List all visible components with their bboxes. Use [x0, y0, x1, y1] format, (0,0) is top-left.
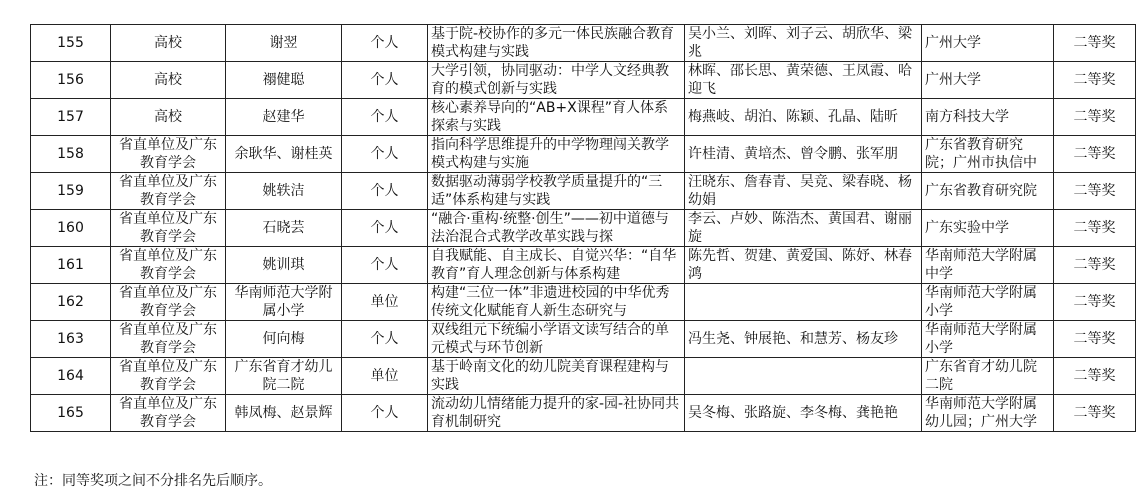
category-cell-text: 省直单位及广东教育学会	[119, 211, 217, 245]
applicant-type-cell	[342, 62, 428, 99]
members-cell-text: 林晖、邵长思、黄荣德、王凤霞、哈迎飞	[688, 63, 912, 97]
members-cell-text: 吴冬梅、张路旋、李冬梅、龚艳艳	[688, 405, 898, 421]
project-title-cell-text: 基于岭南文化的幼儿院美育课程建构与实践	[431, 359, 669, 393]
award-grade-cell	[1054, 321, 1136, 358]
unit-cell-text: 广东省教育研究院；广州市执信中	[925, 137, 1037, 171]
award-grade-cell-text: 二等奖	[1073, 183, 1116, 199]
table-row	[31, 210, 1136, 247]
applicant-cell-text: 韩凤梅、赵景辉	[234, 405, 333, 421]
project-title-cell	[428, 136, 685, 173]
unit-cell-text: 南方科技大学	[925, 109, 1009, 125]
unit-cell	[922, 99, 1054, 136]
applicant-type-cell	[342, 99, 428, 136]
category-cell-text: 省直单位及广东教育学会	[119, 174, 217, 208]
serial-number-cell-text: 157	[57, 109, 84, 125]
members-cell	[685, 210, 922, 247]
applicant-type-cell-text: 个人	[370, 220, 399, 236]
serial-number-cell-text: 163	[57, 331, 84, 347]
members-cell	[685, 25, 922, 62]
serial-number-cell-text: 161	[57, 257, 84, 273]
unit-cell-text: 华南师范大学附属小学	[925, 322, 1037, 356]
project-title-cell	[428, 99, 685, 136]
applicant-type-cell-text: 个人	[370, 146, 399, 162]
table-row	[31, 173, 1136, 210]
members-cell	[685, 136, 922, 173]
applicant-type-cell	[342, 136, 428, 173]
applicant-type-cell	[342, 321, 428, 358]
project-title-cell	[428, 395, 685, 432]
category-cell	[111, 321, 226, 358]
unit-cell	[922, 358, 1054, 395]
applicant-cell	[226, 395, 342, 432]
applicant-cell	[226, 25, 342, 62]
project-title-cell	[428, 358, 685, 395]
award-grade-cell-text: 二等奖	[1073, 109, 1116, 125]
serial-number-cell-text: 162	[57, 294, 84, 310]
members-cell-text: 吴小兰、刘晖、刘子云、胡欣华、梁兆	[688, 26, 912, 60]
applicant-cell-text: 华南师范大学附属小学	[234, 285, 333, 319]
serial-number-cell	[31, 99, 111, 136]
applicant-type-cell	[342, 210, 428, 247]
members-cell	[685, 173, 922, 210]
serial-number-cell-text: 155	[57, 35, 84, 51]
award-grade-cell	[1054, 284, 1136, 321]
unit-cell-text: 华南师范大学附属中学	[925, 248, 1037, 282]
category-cell	[111, 358, 226, 395]
applicant-type-cell	[342, 173, 428, 210]
applicant-type-cell-text: 个人	[370, 109, 399, 125]
award-grade-cell-text: 二等奖	[1073, 220, 1116, 236]
serial-number-cell-text: 164	[57, 368, 84, 384]
applicant-type-cell	[342, 25, 428, 62]
category-cell-text: 省直单位及广东教育学会	[119, 359, 217, 393]
members-cell	[685, 358, 922, 395]
award-grade-cell-text: 二等奖	[1073, 331, 1116, 347]
members-cell-text: 许桂清、黄培杰、曾令鹏、张军朋	[688, 146, 898, 162]
serial-number-cell	[31, 284, 111, 321]
unit-cell	[922, 210, 1054, 247]
applicant-cell	[226, 210, 342, 247]
members-cell	[685, 62, 922, 99]
unit-cell-text: 广州大学	[925, 35, 981, 51]
award-grade-cell	[1054, 99, 1136, 136]
unit-cell-text: 华南师范大学附属幼儿园；广州大学	[925, 396, 1037, 430]
applicant-cell	[226, 173, 342, 210]
award-grade-cell	[1054, 395, 1136, 432]
award-grade-cell	[1054, 173, 1136, 210]
applicant-cell-text: 何向梅	[262, 331, 305, 347]
applicant-type-cell	[342, 395, 428, 432]
serial-number-cell-text: 165	[57, 405, 84, 421]
members-cell	[685, 284, 922, 321]
serial-number-cell	[31, 25, 111, 62]
serial-number-cell	[31, 358, 111, 395]
applicant-cell-text: 广东省育才幼儿院二院	[234, 359, 333, 393]
applicant-cell	[226, 247, 342, 284]
table-row	[31, 395, 1136, 432]
applicant-type-cell-text: 单位	[370, 368, 399, 384]
award-grade-cell-text: 二等奖	[1073, 257, 1116, 273]
serial-number-cell-text: 160	[57, 220, 84, 236]
project-title-cell-text: 数据驱动薄弱学校教学质量提升的“三适”体系构建与实践	[431, 174, 663, 208]
category-cell	[111, 284, 226, 321]
project-title-cell	[428, 247, 685, 284]
project-title-cell-text: 基于院-校协作的多元一体民族融合教育模式构建与实践	[431, 26, 675, 60]
unit-cell-text: 广东省教育研究院	[925, 183, 1037, 199]
award-grade-cell-text: 二等奖	[1073, 368, 1116, 384]
table-row	[31, 321, 1136, 358]
award-grade-cell	[1054, 25, 1136, 62]
applicant-cell-text: 姚轶洁	[262, 183, 305, 199]
table-row	[31, 99, 1136, 136]
award-grade-cell	[1054, 136, 1136, 173]
applicant-cell	[226, 99, 342, 136]
applicant-cell-text: 谢翌	[269, 35, 298, 51]
unit-cell	[922, 136, 1054, 173]
members-cell-text: 汪晓东、詹春青、吴竞、梁春晓、杨幼娟	[688, 174, 912, 208]
serial-number-cell	[31, 395, 111, 432]
applicant-type-cell-text: 单位	[370, 294, 399, 310]
unit-cell-text: 华南师范大学附属小学	[925, 285, 1037, 319]
applicant-type-cell-text: 个人	[370, 183, 399, 199]
members-cell	[685, 321, 922, 358]
applicant-cell	[226, 358, 342, 395]
applicant-cell-text: 姚训琪	[262, 257, 305, 273]
project-title-cell	[428, 173, 685, 210]
awards-table	[30, 24, 1136, 432]
applicant-type-cell	[342, 358, 428, 395]
category-cell	[111, 247, 226, 284]
unit-cell-text: 广州大学	[925, 72, 981, 88]
project-title-cell	[428, 284, 685, 321]
table-row	[31, 25, 1136, 62]
table-row	[31, 358, 1136, 395]
table-body	[31, 25, 1136, 432]
members-cell-text: 梅燕岐、胡泊、陈颖、孔晶、陆昕	[688, 109, 898, 125]
category-cell	[111, 25, 226, 62]
table-row	[31, 62, 1136, 99]
members-cell	[685, 99, 922, 136]
project-title-cell-text: 自我赋能、自主成长、自觉兴华：“自华教育”育人理念创新与体系构建	[431, 248, 677, 282]
category-cell-text: 省直单位及广东教育学会	[119, 137, 217, 171]
project-title-cell-text: “融合·重构·统整·创生”——初中道德与法治混合式教学改革实践与探	[431, 211, 669, 245]
unit-cell	[922, 247, 1054, 284]
category-cell	[111, 99, 226, 136]
award-grade-cell-text: 二等奖	[1073, 294, 1116, 310]
category-cell	[111, 62, 226, 99]
applicant-type-cell-text: 个人	[370, 257, 399, 273]
unit-cell	[922, 62, 1054, 99]
members-cell	[685, 247, 922, 284]
applicant-cell	[226, 136, 342, 173]
award-grade-cell-text: 二等奖	[1073, 146, 1116, 162]
applicant-type-cell	[342, 247, 428, 284]
serial-number-cell	[31, 210, 111, 247]
unit-cell-text: 广东省育才幼儿院二院	[925, 359, 1037, 393]
category-cell-text: 省直单位及广东教育学会	[119, 396, 217, 430]
category-cell-text: 省直单位及广东教育学会	[119, 322, 217, 356]
serial-number-cell-text: 159	[57, 183, 84, 199]
applicant-type-cell-text: 个人	[370, 35, 399, 51]
award-grade-cell	[1054, 247, 1136, 284]
category-cell-text: 高校	[154, 109, 182, 125]
category-cell-text: 省直单位及广东教育学会	[119, 248, 217, 282]
table-row	[31, 284, 1136, 321]
project-title-cell-text: 指向科学思维提升的中学物理闯关教学模式构建与实施	[431, 137, 669, 171]
serial-number-cell	[31, 173, 111, 210]
applicant-cell	[226, 321, 342, 358]
category-cell	[111, 395, 226, 432]
applicant-cell-text: 赵建华	[262, 109, 305, 125]
category-cell	[111, 136, 226, 173]
category-cell	[111, 173, 226, 210]
applicant-cell-text: 石晓芸	[262, 220, 305, 236]
serial-number-cell	[31, 321, 111, 358]
table-row	[31, 247, 1136, 284]
table-row	[31, 136, 1136, 173]
unit-cell	[922, 395, 1054, 432]
members-cell-text: 李云、卢妙、陈浩杰、黄国君、谢丽旋	[688, 211, 912, 245]
unit-cell	[922, 321, 1054, 358]
unit-cell-text: 广东实验中学	[925, 220, 1009, 236]
award-grade-cell-text: 二等奖	[1073, 405, 1116, 421]
category-cell	[111, 210, 226, 247]
applicant-type-cell-text: 个人	[370, 331, 399, 347]
project-title-cell	[428, 210, 685, 247]
project-title-cell-text: 核心素养导向的“AB+X课程”育人体系探索与实践	[431, 100, 669, 134]
members-cell-text: 冯生尧、钟展艳、和慧芳、杨友珍	[688, 331, 898, 347]
applicant-cell	[226, 284, 342, 321]
project-title-cell-text: 构建“三位一体”非遗进校园的中华优秀传统文化赋能育人新生态研究与	[431, 285, 670, 319]
unit-cell	[922, 173, 1054, 210]
project-title-cell-text: 大学引领，协同驱动：中学人文经典教育的模式创新与实践	[431, 63, 669, 97]
footnote: 注：同等奖项之间不分排名先后顺序。	[34, 473, 272, 489]
applicant-type-cell	[342, 284, 428, 321]
project-title-cell-text: 双线组元下统编小学语文读写结合的单元模式与环节创新	[431, 322, 669, 356]
serial-number-cell	[31, 62, 111, 99]
applicant-cell-text: 余耿华、谢桂英	[234, 146, 333, 162]
applicant-type-cell-text: 个人	[370, 72, 399, 88]
project-title-cell	[428, 25, 685, 62]
applicant-cell	[226, 62, 342, 99]
applicant-type-cell-text: 个人	[370, 405, 399, 421]
serial-number-cell-text: 158	[57, 146, 84, 162]
award-grade-cell	[1054, 210, 1136, 247]
project-title-cell	[428, 62, 685, 99]
award-grade-cell-text: 二等奖	[1073, 72, 1116, 88]
applicant-cell-text: 禤健聪	[262, 72, 305, 88]
category-cell-text: 高校	[154, 35, 182, 51]
award-grade-cell-text: 二等奖	[1073, 35, 1116, 51]
members-cell-text: 陈先哲、贺建、黄爱国、陈妤、林春鸿	[688, 248, 912, 282]
category-cell-text: 省直单位及广东教育学会	[119, 285, 217, 319]
members-cell	[685, 395, 922, 432]
project-title-cell	[428, 321, 685, 358]
serial-number-cell	[31, 247, 111, 284]
unit-cell	[922, 25, 1054, 62]
unit-cell	[922, 284, 1054, 321]
award-grade-cell	[1054, 62, 1136, 99]
serial-number-cell	[31, 136, 111, 173]
serial-number-cell-text: 156	[57, 72, 84, 88]
project-title-cell-text: 流动幼儿情绪能力提升的家-园-社协同共育机制研究	[431, 396, 680, 430]
award-grade-cell	[1054, 358, 1136, 395]
category-cell-text: 高校	[154, 72, 182, 88]
